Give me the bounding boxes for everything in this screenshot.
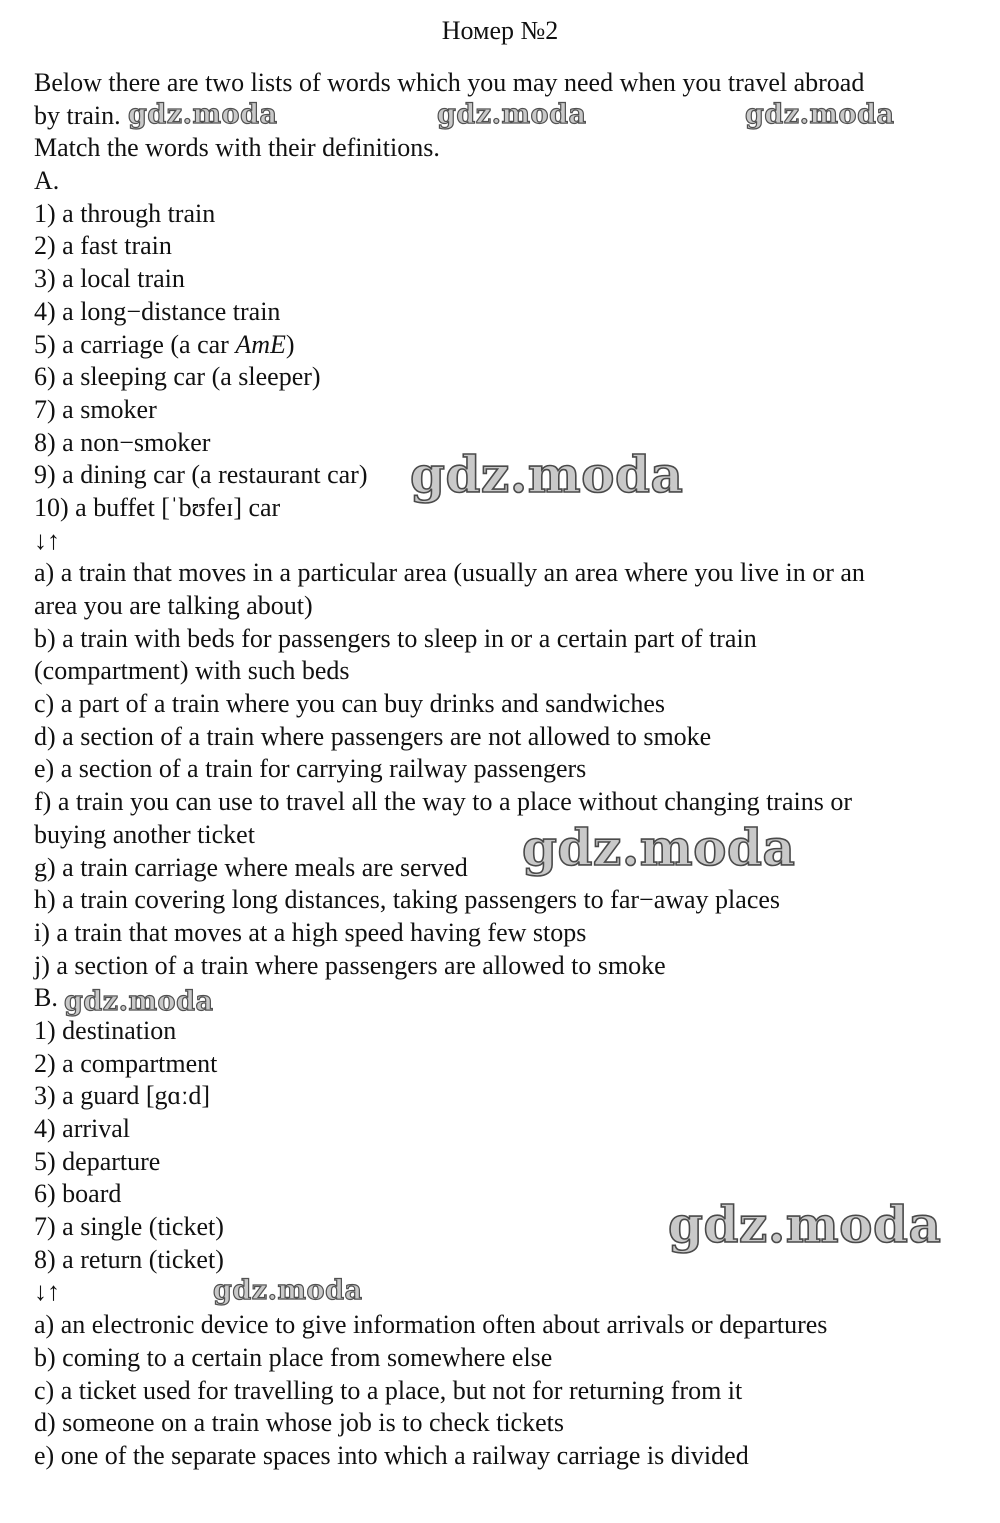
definition-line: h) a train covering long distances, taking passengers to far−away places <box>34 885 781 915</box>
list-item: 6) a sleeping car (a sleeper) <box>34 362 321 392</box>
watermark: gdz.moda <box>437 99 587 130</box>
definition-line: a) a train that moves in a particular area (usually an area where you live in or an <box>34 558 865 588</box>
section-a-label: A. <box>34 166 60 196</box>
definition-line: d) a section of a train where passengers are not allowed to smoke <box>34 721 712 751</box>
watermark: gdz.moda <box>64 986 214 1017</box>
definition-line: a) an electronic device to give information often about arrivals or departures <box>34 1310 828 1340</box>
list-item: 3) a guard [gɑːd] <box>34 1081 211 1111</box>
list-item: 1) destination <box>34 1015 177 1045</box>
list-item: 1) a through train <box>34 198 216 228</box>
definition-line: (compartment) with such beds <box>34 656 350 686</box>
watermark: gdz.moda <box>128 99 278 130</box>
watermark: gdz.moda <box>410 445 684 504</box>
watermark: gdz.moda <box>522 818 796 877</box>
definition-line: g) a train carriage where meals are served <box>34 852 468 882</box>
list-item: 10) a buffet [ˈbʊfeɪ] car <box>34 492 281 522</box>
definition-line: e) one of the separate spaces into which a railway carriage is divided <box>34 1440 749 1470</box>
page-title: Номер №2 <box>441 16 559 45</box>
watermark: gdz.moda <box>668 1195 942 1254</box>
definition-line: i) a train that moves at a high speed having few stops <box>34 917 587 947</box>
watermark: gdz.moda <box>745 99 895 130</box>
intro-line-3: Match the words with their definitions. <box>34 133 440 163</box>
list-item: 2) a compartment <box>34 1048 218 1078</box>
definition-line: b) a train with beds for passengers to sleep in or a certain part of train <box>34 623 757 653</box>
definition-line: j) a section of a train where passengers are allowed to smoke <box>34 950 666 980</box>
list-item: 5) departure <box>34 1146 161 1176</box>
definition-line: b) coming to a certain place from somewhere else <box>34 1342 553 1372</box>
section-b-label: B. <box>34 983 58 1013</box>
list-item: 3) a local train <box>34 264 185 294</box>
definition-line: c) a ticket used for travelling to a place, but not for returning from it <box>34 1375 743 1405</box>
list-item: 2) a fast train <box>34 231 172 261</box>
closing-paren: ) <box>285 329 295 359</box>
definition-line: d) someone on a train whose job is to check tickets <box>34 1408 564 1438</box>
watermark: gdz.moda <box>213 1275 363 1306</box>
list-item: 4) a long−distance train <box>34 296 281 326</box>
definition-line: buying another ticket <box>34 819 255 849</box>
document-body <box>34 67 974 1473</box>
list-item: 7) a smoker <box>34 394 157 424</box>
intro-line-2: by train. <box>34 100 121 130</box>
list-item: 8) a return (ticket) <box>34 1244 224 1274</box>
match-arrows: ↓↑ <box>34 525 60 555</box>
list-item: 7) a single (ticket) <box>34 1212 224 1242</box>
definition-line: c) a part of a train where you can buy drinks and sandwiches <box>34 689 665 719</box>
list-item: 6) board <box>34 1179 122 1209</box>
definition-line: f) a train you can use to travel all the way to a place without changing trains or <box>34 787 852 817</box>
list-item-carriage <box>34 329 974 362</box>
definition-line: e) a section of a train for carrying railway passengers <box>34 754 587 784</box>
list-item: 4) arrival <box>34 1114 131 1143</box>
list-item: 9) a dining car (a restaurant car) <box>34 460 368 490</box>
intro-line-1: Below there are two lists of words which you may need when you travel abroad <box>34 68 865 97</box>
ame-abbreviation: AmE <box>235 329 286 359</box>
definition-line: area you are talking about) <box>34 591 313 620</box>
list-item: 8) a non−smoker <box>34 427 211 457</box>
match-arrows: ↓↑ <box>34 1277 60 1307</box>
list-item-text: 5) a carriage (a car <box>34 329 236 359</box>
